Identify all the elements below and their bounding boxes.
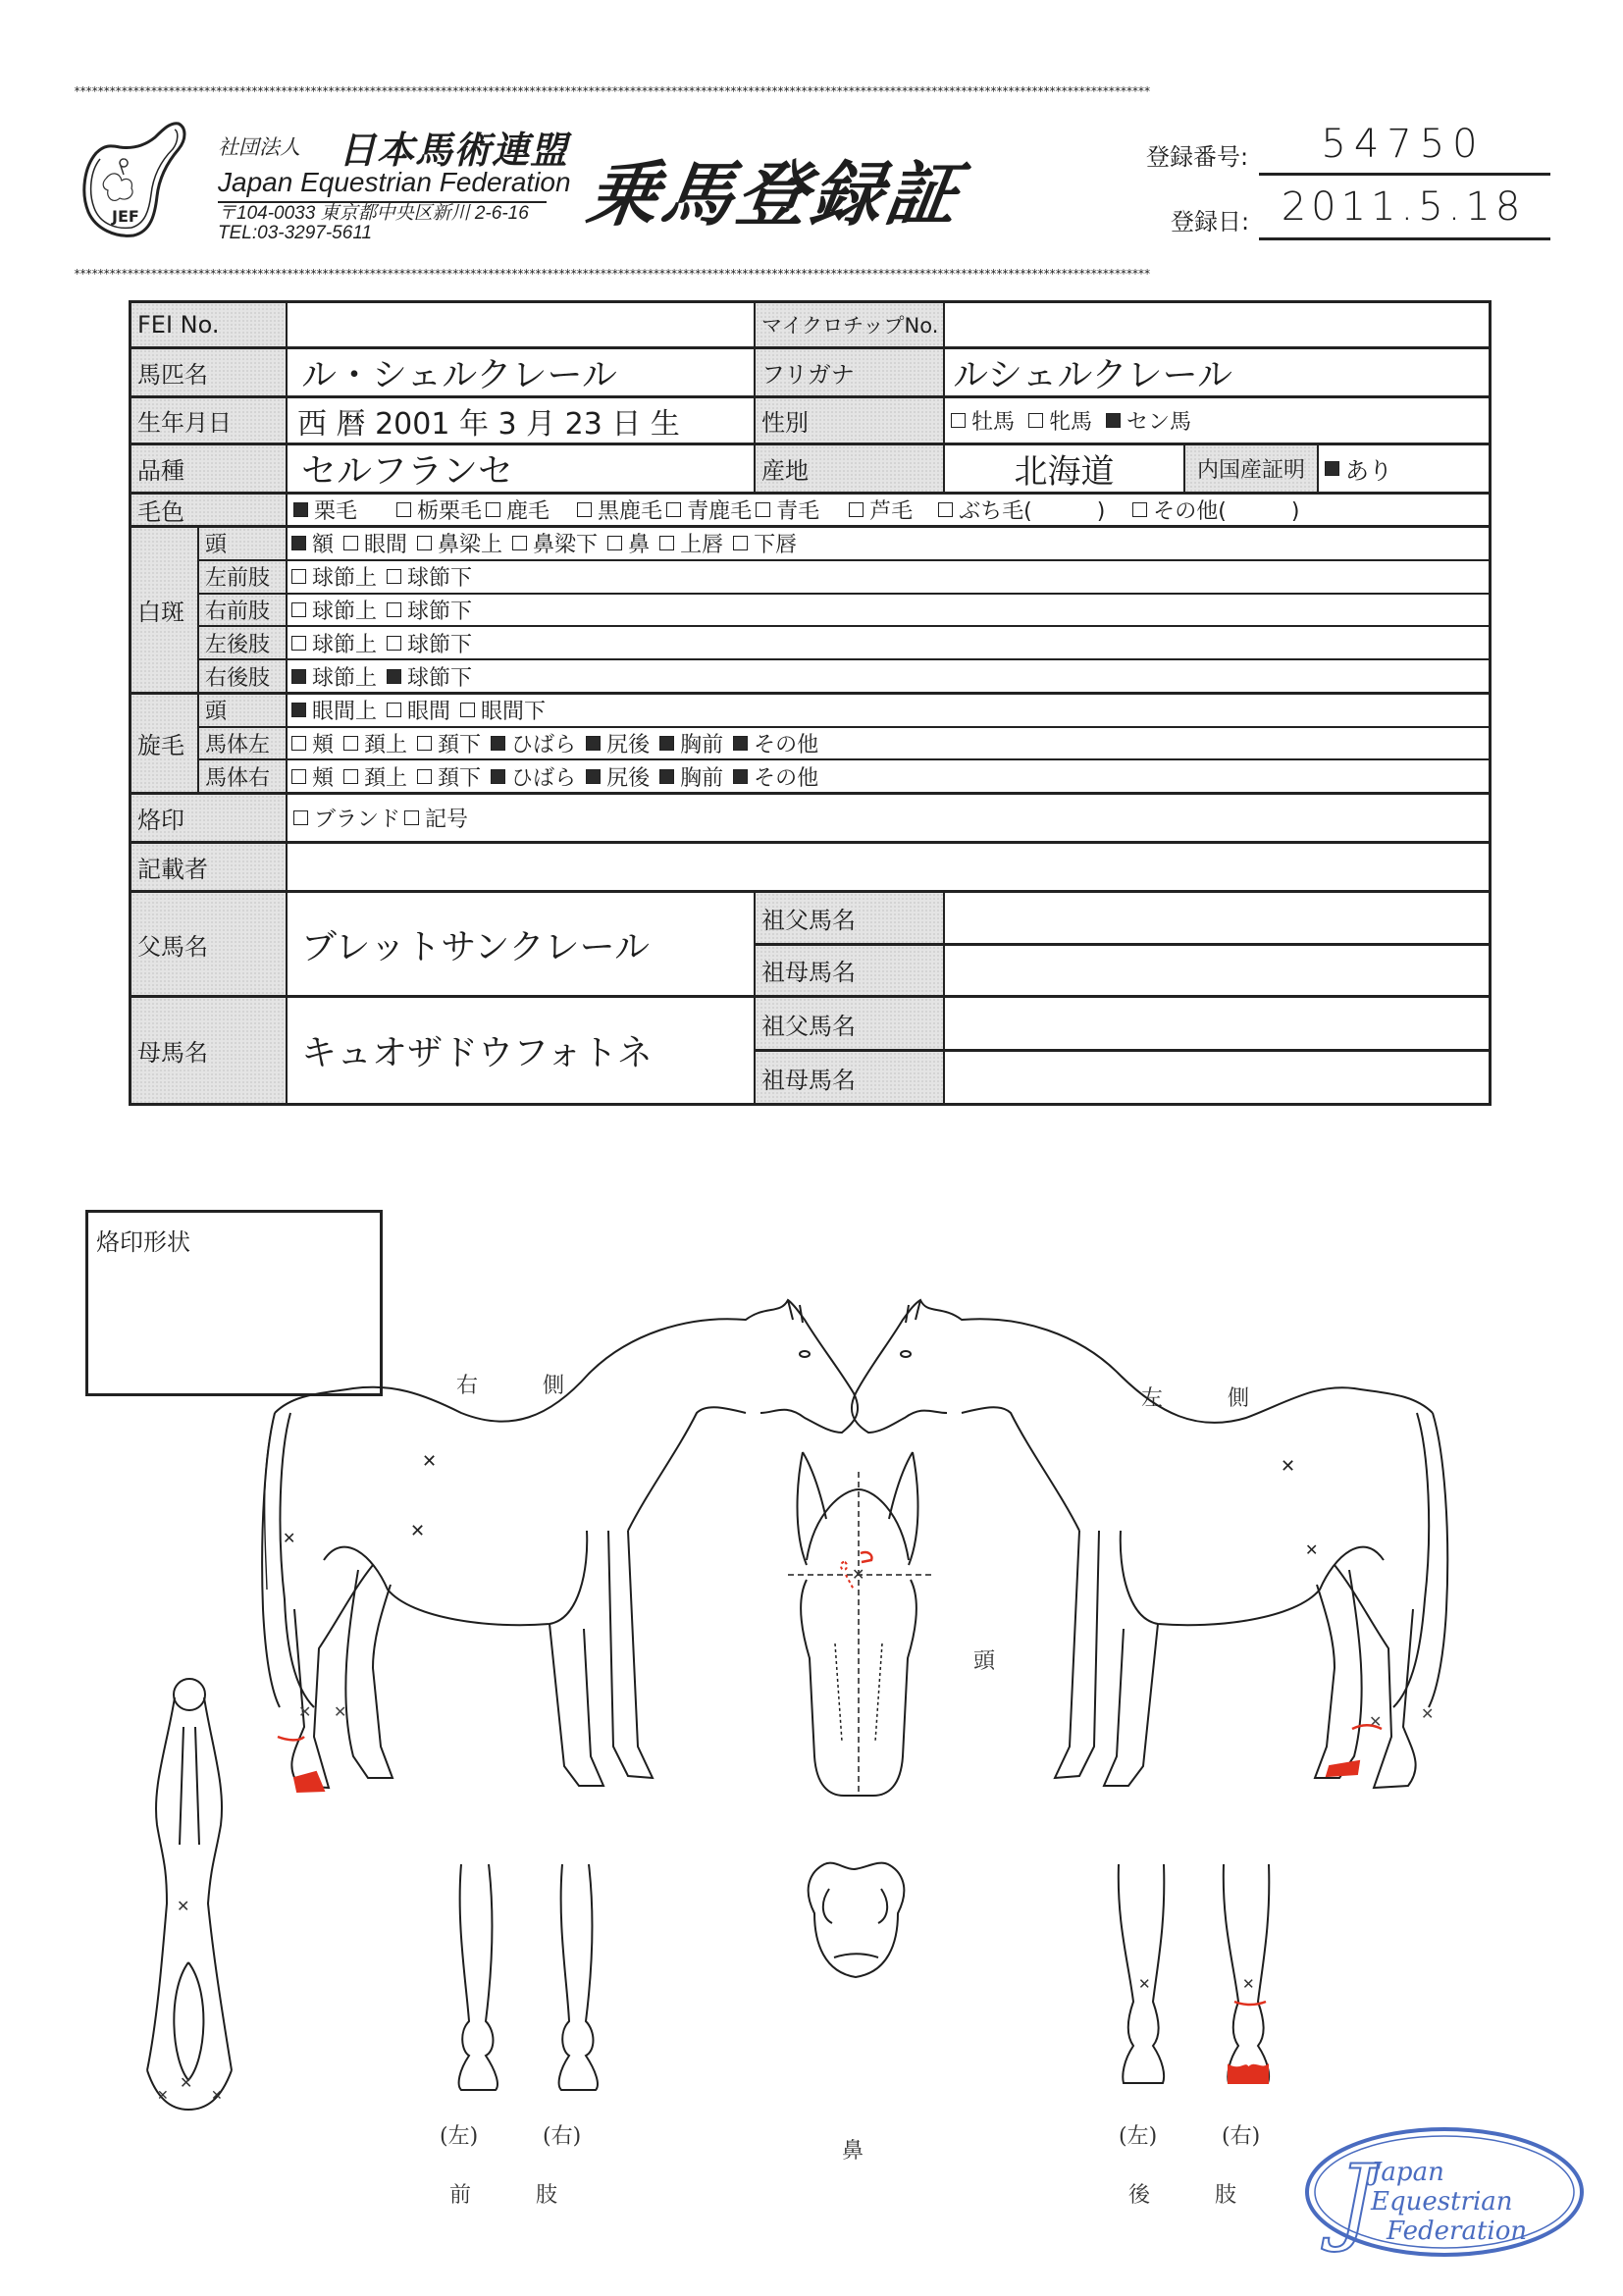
horse-name-field[interactable]: ル・シェルクレール (288, 349, 756, 395)
brand-label: 烙印 (131, 795, 288, 841)
option-label: 球節下 (407, 632, 473, 657)
option-label: 頚上 (364, 733, 408, 757)
org-tel: TEL:03-3297-5611 (218, 223, 373, 243)
option-label: 頬 (312, 765, 335, 791)
option-label: 尻後 (606, 733, 651, 757)
option-label: 黒鹿毛 (598, 499, 663, 524)
granddam-label: 祖母馬名 (756, 1052, 945, 1103)
separator-bottom: ************************************************************************************************************************************************************************************** (74, 267, 1150, 281)
option-label: 球節上 (312, 566, 378, 592)
whorl-part-label: 馬体右 (199, 760, 288, 792)
sex-label: 性別 (756, 398, 945, 443)
horse-right-side-icon (262, 1300, 858, 1792)
option-label: 鹿毛 (506, 499, 550, 524)
option-label: その他 (754, 765, 819, 791)
svg-text:✕: ✕ (1369, 1712, 1383, 1731)
forelimb-left-label: (左) (440, 2124, 479, 2149)
sire-label: 父馬名 (131, 893, 288, 995)
option-label: 眼間下 (481, 700, 547, 725)
svg-text:JEF: JEF (112, 207, 139, 226)
svg-text:✕: ✕ (211, 2088, 223, 2104)
option-label: 尻後 (606, 765, 651, 791)
option-label: 球節上 (312, 599, 378, 624)
option-label: 記号 (425, 808, 469, 832)
option-label: 頬 (312, 733, 335, 757)
forelegs-front-view-icon (459, 1864, 598, 2090)
org-name: 日本馬術連盟 (339, 129, 569, 172)
option-label: 下唇 (754, 533, 798, 558)
svg-text:✕: ✕ (410, 1521, 426, 1541)
forelimb-label: 前 肢 (449, 2183, 558, 2208)
white-mark-part-label: 頭 (199, 528, 288, 559)
svg-text:✕: ✕ (1421, 1704, 1435, 1723)
recorder-label: 記載者 (131, 844, 288, 890)
fei-no-label: FEI No. (131, 303, 288, 346)
option-label: 鼻 (628, 533, 651, 558)
org-name-en: Japan Equestrian Federation (218, 167, 571, 197)
origin-label: 産地 (756, 445, 945, 492)
option-label: 胸前 (680, 733, 724, 757)
hindlimb-left-label: (左) (1119, 2124, 1158, 2149)
option-label: 栗毛 (314, 499, 358, 524)
jef-stamp-icon (1300, 2119, 1590, 2265)
option-label: 頚下 (438, 765, 482, 791)
dam-label: 母馬名 (131, 998, 288, 1103)
option-label: あり (1345, 457, 1392, 485)
coat-label: 毛色 (131, 495, 288, 525)
registration-number-label: 登録番号: (1146, 143, 1249, 171)
hindlegs-rear-view-icon (1119, 1864, 1270, 2083)
white-mark-part-label: 左前肢 (199, 561, 288, 593)
svg-text:✕: ✕ (852, 1565, 865, 1584)
option-label: 球節下 (407, 566, 473, 592)
svg-text:✕: ✕ (298, 1702, 312, 1721)
white-mark-part-label: 右前肢 (199, 595, 288, 626)
stamp-text-3: Federation (1387, 2217, 1528, 2246)
whorl-part-label: 頭 (199, 695, 288, 726)
stamp-text-1: Japan (1371, 2158, 1444, 2187)
head-label: 頭 (973, 1649, 996, 1674)
option-label: 頚下 (438, 733, 482, 757)
option-label: 青毛 (776, 499, 820, 524)
horse-name-label: 馬匹名 (131, 349, 288, 395)
separator-top: ************************************************************************************************************************************************************************************** (74, 84, 1150, 98)
origin-field[interactable]: 北海道 (945, 445, 1185, 492)
horse-head-front-icon (788, 1452, 934, 1796)
whorl-part-label: 馬体左 (199, 728, 288, 759)
svg-text:✕: ✕ (1138, 1975, 1151, 1993)
option-label: 眼間 (364, 533, 408, 558)
svg-text:✕: ✕ (1281, 1456, 1296, 1477)
svg-text:✕: ✕ (1242, 1975, 1255, 1993)
svg-text:✕: ✕ (157, 2088, 169, 2104)
option-label: 球節下 (407, 665, 473, 691)
furigana-label: フリガナ (756, 349, 945, 395)
grandsire-label: 祖父馬名 (756, 893, 945, 943)
registration-date: 2011.5.18 (1281, 184, 1526, 230)
option-label: 胸前 (680, 765, 724, 791)
registration-date-label: 登録日: (1171, 208, 1250, 235)
svg-text:✕: ✕ (180, 2073, 193, 2092)
option-label: 牡馬 (971, 410, 1016, 435)
option-label: ぶち毛( ) (959, 499, 1106, 524)
breed-label: 品種 (131, 445, 288, 492)
option-label: 頚上 (364, 765, 408, 791)
horse-left-side-icon (852, 1300, 1447, 1788)
option-label: 眼間上 (312, 700, 378, 725)
horse-top-view-icon (147, 1679, 232, 2110)
svg-text:✕: ✕ (422, 1451, 438, 1472)
forelimb-right-label: (右) (543, 2124, 582, 2149)
option-label: 鼻梁下 (533, 533, 599, 558)
birthdate-field[interactable]: 西 暦 2001 年 3 月 23 日 生 (288, 398, 756, 443)
muzzle-label: 鼻 (842, 2139, 864, 2164)
white-mark-part-label: 左後肢 (199, 627, 288, 658)
document-title: 乗馬登録証 (582, 153, 968, 235)
option-label: 芦毛 (869, 499, 914, 524)
org-prefix: 社団法人 (218, 135, 300, 159)
svg-text:✕: ✕ (1305, 1540, 1319, 1559)
registration-number: 54750 (1321, 122, 1486, 167)
sire-field[interactable]: ブレットサンクレール (288, 893, 756, 995)
right-side-label: 右 側 (456, 1374, 565, 1398)
option-label: 球節上 (312, 632, 378, 657)
svg-text:✕: ✕ (334, 1702, 347, 1721)
hindlimb-right-label: (右) (1222, 2124, 1261, 2149)
option-label: 栃栗毛 (417, 499, 483, 524)
microchip-label: マイクロチップNo. (756, 303, 945, 346)
grandsire-label: 祖父馬名 (756, 998, 945, 1049)
breed-field[interactable]: セルフランセ (288, 445, 756, 492)
svg-text:✕: ✕ (283, 1529, 296, 1547)
option-label: 青鹿毛 (687, 499, 753, 524)
granddam-label: 祖母馬名 (756, 946, 945, 996)
option-label: 鼻梁上 (438, 533, 503, 558)
option-label: 眼間 (407, 700, 451, 725)
muzzle-view-icon (809, 1863, 905, 1977)
option-label: ひばら (511, 765, 577, 791)
option-label: その他 (754, 733, 819, 757)
furigana-field[interactable]: ルシェルクレール (953, 355, 1232, 395)
option-label: セン馬 (1126, 410, 1192, 435)
svg-text:✕: ✕ (177, 1897, 190, 1915)
left-side-label: 左 側 (1141, 1386, 1250, 1411)
birthdate-label: 生年月日 (131, 398, 288, 443)
org-address-line: 〒104-0033 東京都中央区新川 2-6-16 (218, 203, 529, 224)
brand-shape-label: 烙印形状 (96, 1228, 190, 1256)
option-label: 額 (312, 533, 335, 558)
option-label: その他( ) (1153, 499, 1300, 524)
option-label: ブランド (314, 808, 401, 832)
white-mark-part-label: 右後肢 (199, 660, 288, 692)
whorls-label: 旋毛 (131, 695, 199, 792)
domestic-cert-label: 内国産証明 (1185, 445, 1319, 492)
option-label: ひばら (511, 733, 577, 757)
white-marks-label: 白斑 (131, 528, 199, 692)
option-label: 球節上 (312, 665, 378, 691)
svg-text:J: J (1337, 2145, 1376, 2255)
hindlimb-label: 後 肢 (1128, 2183, 1237, 2208)
stamp-text-2: Equestrian (1371, 2187, 1513, 2217)
option-label: 上唇 (680, 533, 724, 558)
option-label: 牝馬 (1049, 410, 1093, 435)
option-label: 球節下 (407, 599, 473, 624)
dam-field[interactable]: キュオザドウフォトネ (288, 998, 756, 1103)
